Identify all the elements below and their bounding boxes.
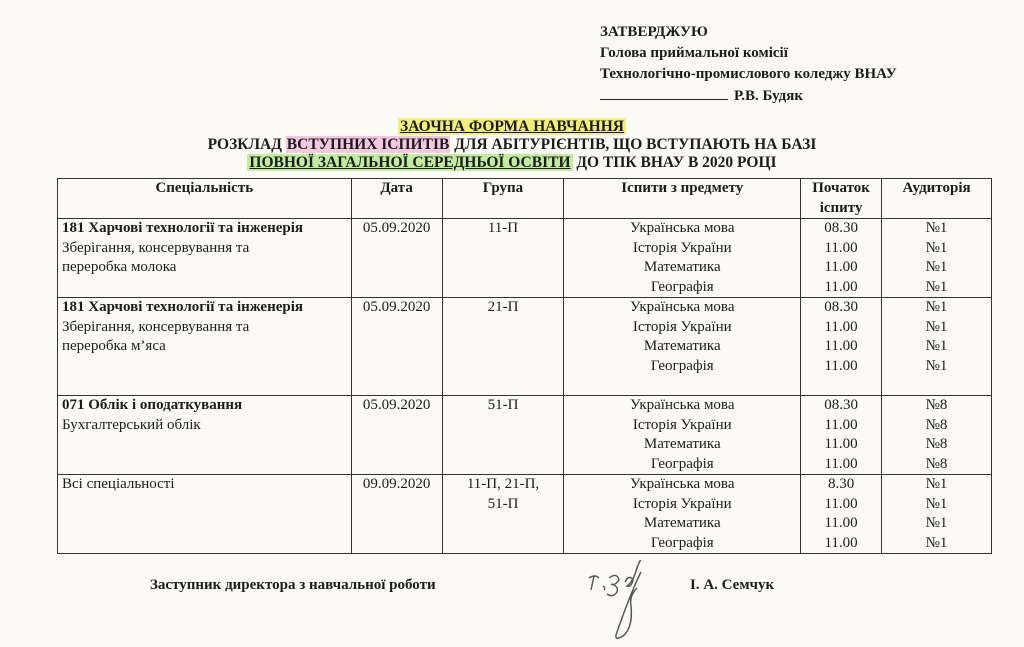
- subject: Українська мова: [630, 397, 735, 413]
- specialty-program-line: Зберігання, консервування та: [62, 318, 250, 335]
- room: №1: [925, 220, 948, 236]
- approval-block: [600, 22, 897, 107]
- group-cell: [442, 396, 564, 475]
- specialty-code: 181 Харчові технології та інженерія: [62, 220, 304, 236]
- date-cell: 05.09.2020: [351, 298, 442, 396]
- start-time: 11.00: [824, 515, 858, 531]
- document-header: [0, 118, 1024, 172]
- title2-part-a: ПОВНОЇ ЗАГАЛЬНОЇ СЕРЕДНЬОЇ ОСВІТИ: [249, 154, 571, 171]
- room: №1: [925, 259, 948, 275]
- footer-name: І. А. Семчук: [690, 577, 775, 593]
- group-line: 51-П: [487, 397, 519, 413]
- start-time: 11.00: [824, 338, 858, 354]
- schedule-title-line-2: [0, 154, 1024, 172]
- group-line: 21-П: [487, 299, 519, 315]
- title-part-c: ДЛЯ АБІТУРІЄНТІВ, ЩО ВСТУПАЮТЬ НА БАЗІ: [450, 136, 817, 153]
- room: №1: [925, 318, 948, 335]
- subjects-cell: [564, 396, 801, 475]
- specialty-program-line: Зберігання, консервування та: [62, 239, 250, 256]
- start-time: 08.30: [824, 299, 858, 315]
- room: №8: [925, 455, 948, 472]
- date-cell: 05.09.2020: [351, 396, 442, 475]
- start-time: 11.00: [824, 278, 858, 295]
- column-header-room: Аудиторія: [882, 179, 992, 219]
- start-time: 11.00: [824, 436, 858, 452]
- room-cell: [882, 396, 992, 475]
- specialty-program-line: переробка м’яса: [62, 338, 166, 354]
- room: №1: [925, 278, 948, 295]
- column-header-start-time: Початок іспиту: [801, 179, 882, 219]
- table-row: [58, 475, 992, 554]
- start-time: 11.00: [824, 357, 858, 374]
- subject: Географія: [650, 455, 714, 472]
- approval-line-1: Голова приймальної комісії: [600, 45, 788, 61]
- room: №1: [925, 239, 948, 256]
- table-header-row: [58, 179, 992, 219]
- column-header-specialty: Спеціальність: [58, 179, 352, 219]
- title2-part-b: ДО ТПК ВНАУ В 2020 РОЦІ: [572, 154, 777, 171]
- schedule-title-line-1: [0, 136, 1024, 154]
- specialty-program-line: Всі спеціальності: [62, 476, 175, 492]
- subject: Українська мова: [630, 220, 735, 236]
- start-time: 08.30: [824, 397, 858, 413]
- group-line: 11-П, 21-П,: [466, 476, 540, 492]
- room-cell: [882, 475, 992, 554]
- subjects-cell: [564, 298, 801, 396]
- group-cell: [442, 219, 564, 298]
- group-line: 11-П: [487, 220, 519, 236]
- start-time: 11.00: [824, 455, 858, 472]
- subject: Математика: [643, 436, 721, 452]
- room: №1: [925, 338, 948, 354]
- table-row: [58, 298, 992, 396]
- group-cell: [442, 298, 564, 396]
- subject: Українська мова: [630, 476, 735, 492]
- start-time-cell: [801, 396, 882, 475]
- subjects-cell: [564, 475, 801, 554]
- room: №8: [925, 436, 948, 452]
- start-time: 11.00: [824, 239, 858, 256]
- specialty-code: 181 Харчові технології та інженерія: [62, 299, 304, 315]
- specialty-cell: [58, 298, 352, 396]
- start-time-cell: [801, 475, 882, 554]
- group-line: 51-П: [487, 495, 519, 512]
- date-cell: 09.09.2020: [351, 475, 442, 554]
- study-form-title: ЗАОЧНА ФОРМА НАВЧАННЯ: [400, 118, 624, 135]
- start-time: 11.00: [824, 318, 858, 335]
- start-time: 8.30: [827, 476, 855, 492]
- table-row: [58, 396, 992, 475]
- title-part-a: РОЗКЛАД: [207, 136, 286, 153]
- room: №1: [925, 357, 948, 374]
- room: №1: [925, 515, 948, 531]
- start-time: 11.00: [824, 416, 858, 433]
- group-cell: [442, 475, 564, 554]
- approval-line-2: Технологічно-промислового коледжу ВНАУ: [600, 66, 897, 82]
- date-cell: 05.09.2020: [351, 219, 442, 298]
- column-header-group: Група: [442, 179, 564, 219]
- specialty-cell: [58, 475, 352, 554]
- subject: Математика: [643, 259, 721, 275]
- handwritten-signature: [585, 560, 665, 647]
- specialty-code: 071 Облік і оподаткування: [62, 397, 243, 413]
- subject: Географія: [650, 534, 714, 551]
- table-row: [58, 219, 992, 298]
- room: №1: [925, 534, 948, 551]
- subject: Математика: [643, 338, 721, 354]
- room: №8: [925, 397, 948, 413]
- specialty-program-line: переробка молока: [62, 259, 177, 275]
- start-time: 11.00: [824, 534, 858, 551]
- start-time: 08.30: [824, 220, 858, 236]
- column-header-subjects: Іспити з предмету: [564, 179, 801, 219]
- room: №8: [925, 416, 948, 433]
- subject: Історія України: [632, 239, 732, 256]
- room: №1: [925, 299, 948, 315]
- start-time-cell: [801, 298, 882, 396]
- approval-signer: Р.В. Будяк: [734, 88, 803, 104]
- room: №1: [925, 476, 948, 492]
- room: №1: [925, 495, 948, 512]
- subjects-cell: [564, 219, 801, 298]
- approval-title: ЗАТВЕРДЖУЮ: [600, 24, 708, 40]
- start-time: 11.00: [824, 495, 858, 512]
- room-cell: [882, 219, 992, 298]
- room-cell: [882, 298, 992, 396]
- approval-signature-line: [600, 85, 897, 107]
- specialty-program-line: Бухгалтерський облік: [62, 416, 201, 433]
- subject: Історія України: [632, 318, 732, 335]
- start-time: 11.00: [824, 259, 858, 275]
- subject: Українська мова: [630, 299, 735, 315]
- subject: Історія України: [632, 416, 732, 433]
- subject: Історія України: [632, 495, 732, 512]
- column-header-date: Дата: [351, 179, 442, 219]
- exam-schedule-table: [57, 178, 992, 554]
- signature-blank: [600, 85, 728, 100]
- start-time-cell: [801, 219, 882, 298]
- specialty-cell: [58, 396, 352, 475]
- specialty-cell: [58, 219, 352, 298]
- footer-position: Заступник директора з навчальної роботи: [150, 577, 436, 593]
- subject: Географія: [650, 357, 714, 374]
- subject: Математика: [643, 515, 721, 531]
- title-part-b: ВСТУПНИХ ІСПИТІВ: [286, 136, 450, 153]
- subject: Географія: [650, 278, 714, 295]
